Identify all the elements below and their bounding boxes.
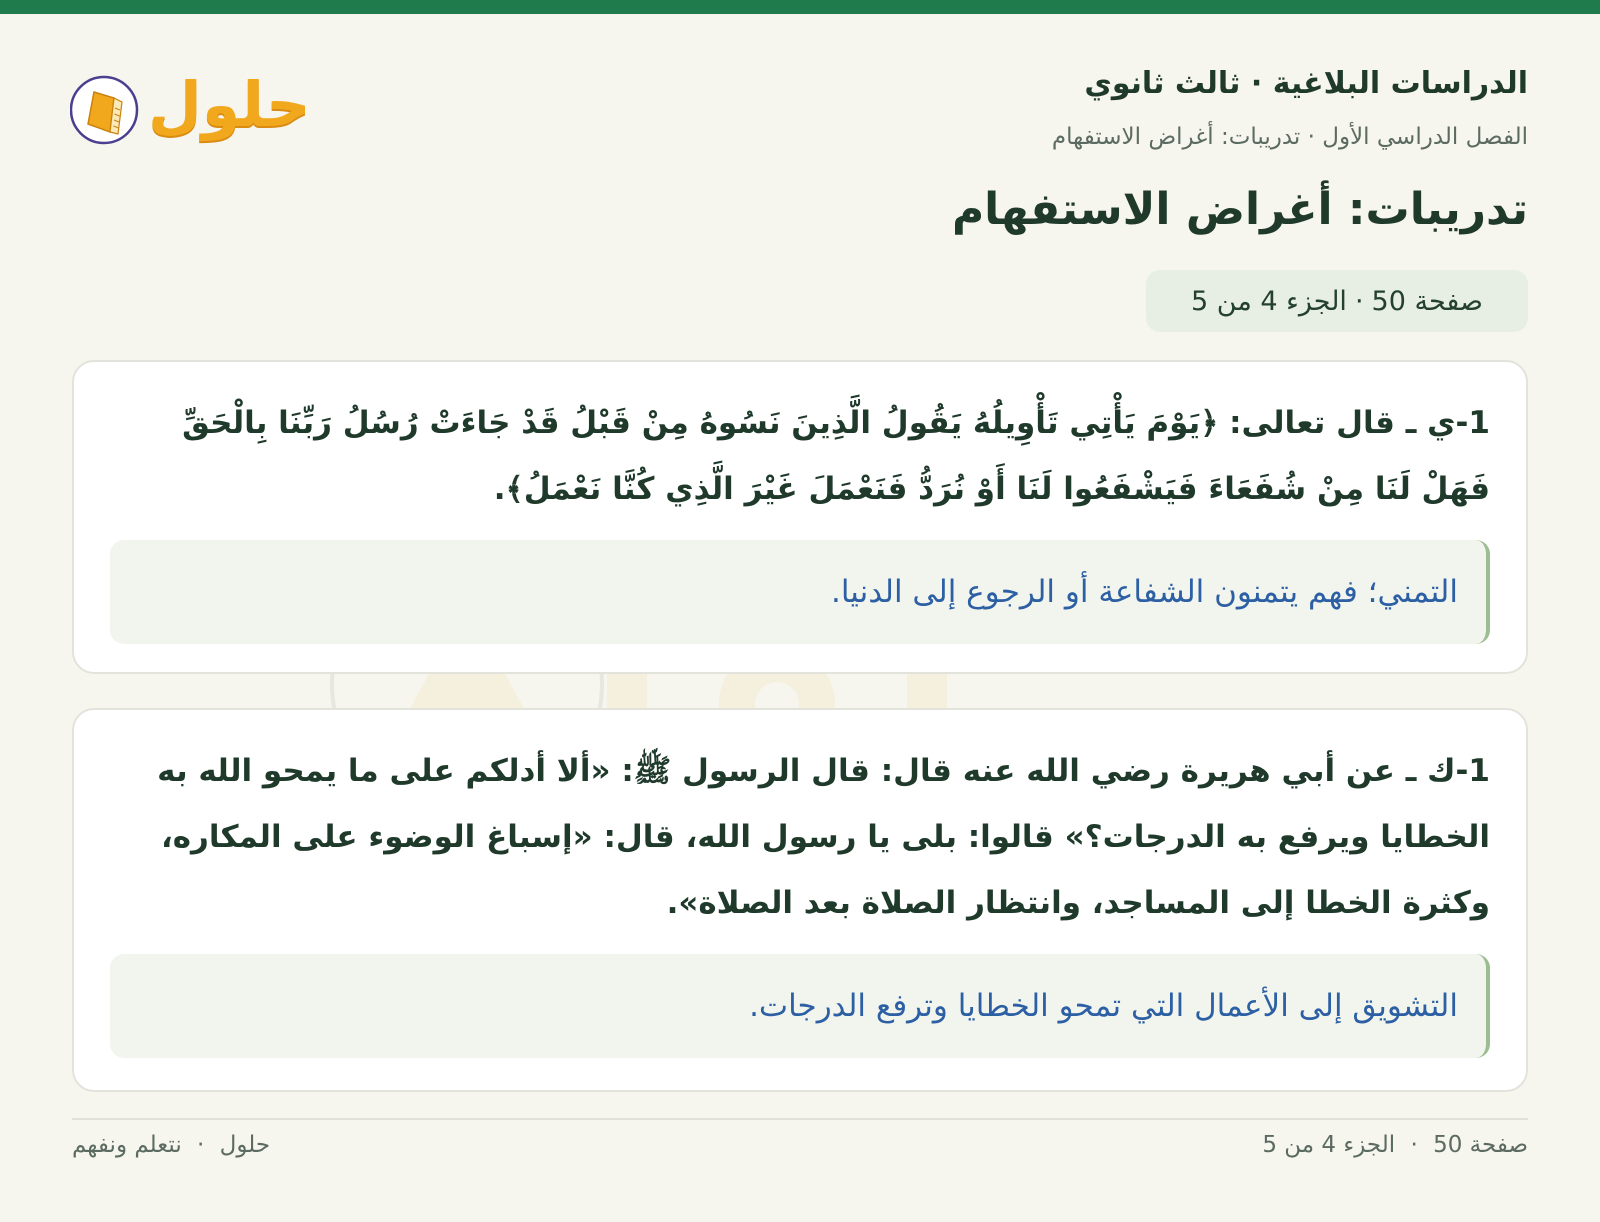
exercise-card [72, 708, 1528, 1092]
page-number: صفحة 50 [1371, 285, 1483, 317]
page [72, 14, 1528, 1222]
answer-text: التمني؛ فهم يتمنون الشفاعة أو الرجوع إلى الدنيا. [830, 574, 1458, 610]
exercise-card [72, 360, 1528, 674]
separator: · [1354, 285, 1364, 317]
breadcrumb: الفصل الدراسي الأول · تدريبات: أغراض الاستفهام [1051, 124, 1528, 150]
separator: · [197, 1132, 205, 1158]
answer-box [110, 540, 1490, 644]
footer-page-info [1262, 1132, 1528, 1158]
answer-text: التشويق إلى الأعمال التي تمحو الخطايا وترفع الدرجات. [749, 988, 1458, 1024]
page-indicator [1146, 270, 1528, 332]
lesson-title: تدريبات: أغراض الاستفهام [951, 184, 1528, 235]
separator: · [1410, 1132, 1418, 1158]
footer-brand [72, 1132, 270, 1158]
logo-text: حلول [148, 68, 311, 141]
question-text: 1-ك ـ عن أبي هريرة رضي الله عنه قال: قال الرسول ﷺ: «ألا أدلكم على ما يمحو الله به الخطايا ويرفع به الدرجات؟» قالوا: بلى يا رسول الله، قال: «إسباغ الوضوء على المكاره، وكثرة الخطا إلى المساجد، وانتظار الصلاة بعد الصلاة». [157, 753, 1490, 921]
top-accent-bar [0, 0, 1600, 14]
footer-brand-name: حلول [219, 1132, 271, 1158]
footer-slogan: نتعلم ونفهم [72, 1132, 182, 1158]
footer-divider [72, 1118, 1528, 1120]
answer-box [110, 954, 1490, 1058]
footer-page-number: صفحة 50 [1433, 1132, 1528, 1158]
footer-part-indicator: الجزء 4 من 5 [1262, 1132, 1396, 1158]
brand-logo [70, 62, 311, 158]
course-title: الدراسات البلاغية · ثالث ثانوي [1084, 66, 1528, 101]
question-text: 1-ي ـ قال تعالى: ﴿يَوْمَ يَأْتِي تَأْوِيلُهُ يَقُولُ الَّذِينَ نَسُوهُ مِنْ قَبْلُ قَدْ جَاءَتْ رُسُلُ رَبِّنَا بِالْحَقِّ فَهَلْ لَنَا مِنْ شُفَعَاءَ فَيَشْفَعُوا لَنَا أَوْ نُرَدُّ فَنَعْمَلَ غَيْرَ الَّذِي كُنَّا نَعْمَلُ﴾. [182, 405, 1490, 507]
part-indicator: الجزء 4 من 5 [1191, 285, 1347, 317]
